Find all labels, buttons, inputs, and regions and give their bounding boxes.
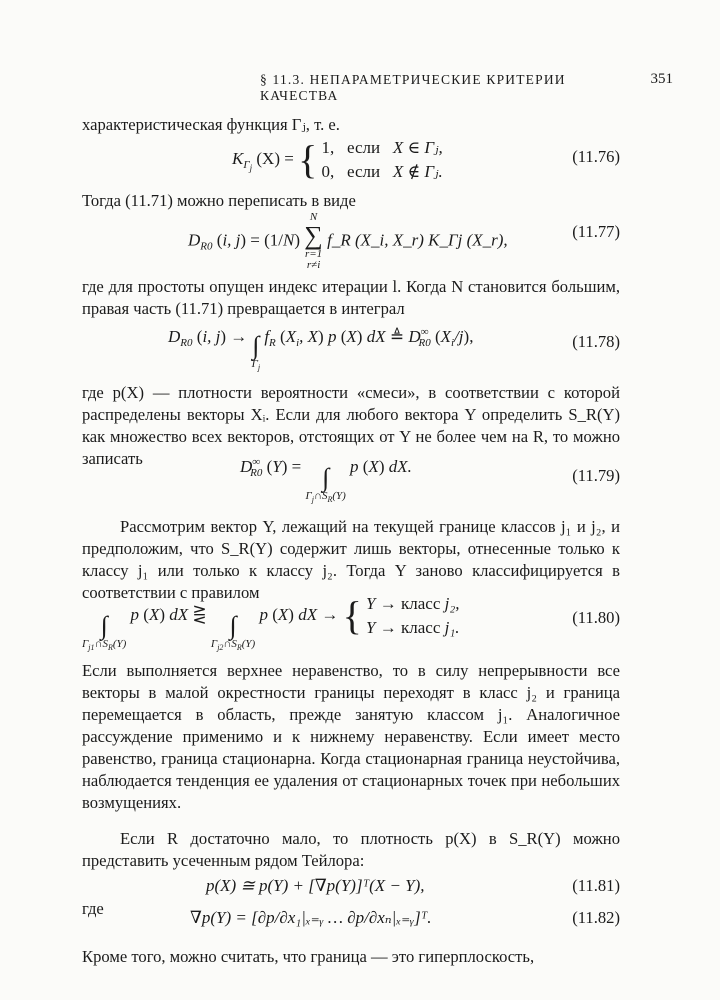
eq77-sum-bottom2: r≠i <box>306 259 321 271</box>
eq80-class-j1: j₁. <box>444 618 460 637</box>
paragraph-5: Рассмотрим вектор Y, лежащий на текущей границе классов j₁ и j₂, и предположим, что S_R(Y) содержит лишь векторы, отнесенные только к классу j₁ или только к классу j₂. Тогда Y заново классифицируется в соответствии с правилом <box>82 517 620 602</box>
eq76-case2-word: если <box>347 162 381 181</box>
eq76-case2-val: 0, <box>321 162 335 181</box>
equation-11-82: ∇p(Y) = [∂p/∂x₁|ₓ₌ᵧ … ∂p/∂xₙ|ₓ₌ᵧ]ᵀ. <box>190 908 432 927</box>
eq-number-11-82: (11.82) <box>572 908 620 927</box>
eq76-case1-cond: X ∈ Γⱼ, <box>392 138 443 157</box>
paragraph-2: Тогда (11.71) можно переписать в виде <box>82 191 356 210</box>
equation-11-81: p(X) ≅ p(Y) + [∇p(Y)]ᵀ(X − Y), <box>206 876 425 895</box>
equation-11-78: $D_{R0}$ (i, j) → ∫ $\Gamma_j$ $f_R$ ($X_i$, X) p (X) dX ≜ $D^\infty_{R0}$ $(X_i/j)$, <box>168 326 474 373</box>
eq77-sum-bottom1: r=1 <box>304 248 323 260</box>
running-header <box>260 71 673 104</box>
header-title: § 11.3. НЕПАРАМЕТРИЧЕСКИЕ КРИТЕРИИ КАЧЕСТВА <box>260 72 566 103</box>
paragraph-1: характеристическая функция Γⱼ, т. е. <box>82 115 340 134</box>
eq77-lhs: D <box>188 230 201 250</box>
eq80-class-word-2: класс <box>401 618 441 637</box>
page-number: 351 <box>650 71 673 87</box>
eq-number-11-77: (11.77) <box>572 222 620 241</box>
eq80-class-word-1: класс <box>401 594 441 613</box>
eq76-case1-val: 1, <box>321 138 335 157</box>
equation-11-79: $D^\infty_{R0}$ (Y) = ∫ $\Gamma_j\cap S_R(Y)$ p (X) dX. <box>240 456 412 505</box>
eq80-class-j2: j₂, <box>444 594 460 613</box>
paragraph-3: где для простоты опущен индекс итерации l. Когда N становится большим, правая часть (11.71) превращается в интеграл <box>82 277 620 318</box>
eq-number-11-78: (11.78) <box>572 332 620 351</box>
paragraph-8: где <box>82 899 104 918</box>
eq-number-11-81: (11.81) <box>572 876 620 895</box>
paragraph-7: Если R достаточно мало, то плотность p(X) в S_R(Y) можно представить усеченным рядом Тейлора: <box>82 829 620 870</box>
paragraph-6: Если выполняется верхнее неравенство, то в силу непрерывности все векторы в малой окрестности границы переходят в класс j₂ и граница перемещается в область, прежде занятую классом j₁. Аналогичное рассуждение применимо и к нижнему неравенству. Если имеет место равенство, граница стационарна. Когда стационарная граница неустойчива, наблюдается тенденция ее удаления от стационарных точек при небольших возмущениях. <box>82 661 620 812</box>
eq-number-11-76: (11.76) <box>572 147 620 166</box>
eq-number-11-80: (11.80) <box>572 608 620 627</box>
equation-11-80: ∫ $\Gamma_{j1}\cap S_R(Y)$ p (X) dX ⋛ ∫ $\Gamma_{j2}\cap S_R(Y)$ p (X) dX → { Y → класс j₂, Y → класс j₁. <box>82 593 460 653</box>
paragraph-9: Кроме того, можно считать, что граница — это гиперплоскость, <box>82 947 535 966</box>
eq76-case2-cond: X ∉ Γⱼ. <box>392 162 443 181</box>
eq77-body: f_R (X_i, X_r) K_Γj (X_r), <box>327 230 508 250</box>
paragraph-4: где p(X) — плотности вероятности «смеси», в соответствии с которой распределены векторы Xᵢ. Если для любого вектора Y определить S_R(Y) как множество всех векторов, отстоящих от Y не более чем на R, то можно записать <box>82 383 620 468</box>
eq76-case1-word: если <box>347 138 381 157</box>
equation-11-76: $K_{\Gamma_j}$ (X) = { 1, если X ∈ Γⱼ, 0, если X ∉ Γⱼ. <box>232 137 443 182</box>
eq77-sum-top: N <box>309 211 318 223</box>
eq76-lhs: K <box>232 148 244 168</box>
equation-11-77: $D_{R0}$ (i, j) = (1/N) N ∑ r=1 r≠i f_R (X_i, X_r) K_Γj (X_r), <box>188 211 508 271</box>
eq-number-11-79: (11.79) <box>572 466 620 485</box>
